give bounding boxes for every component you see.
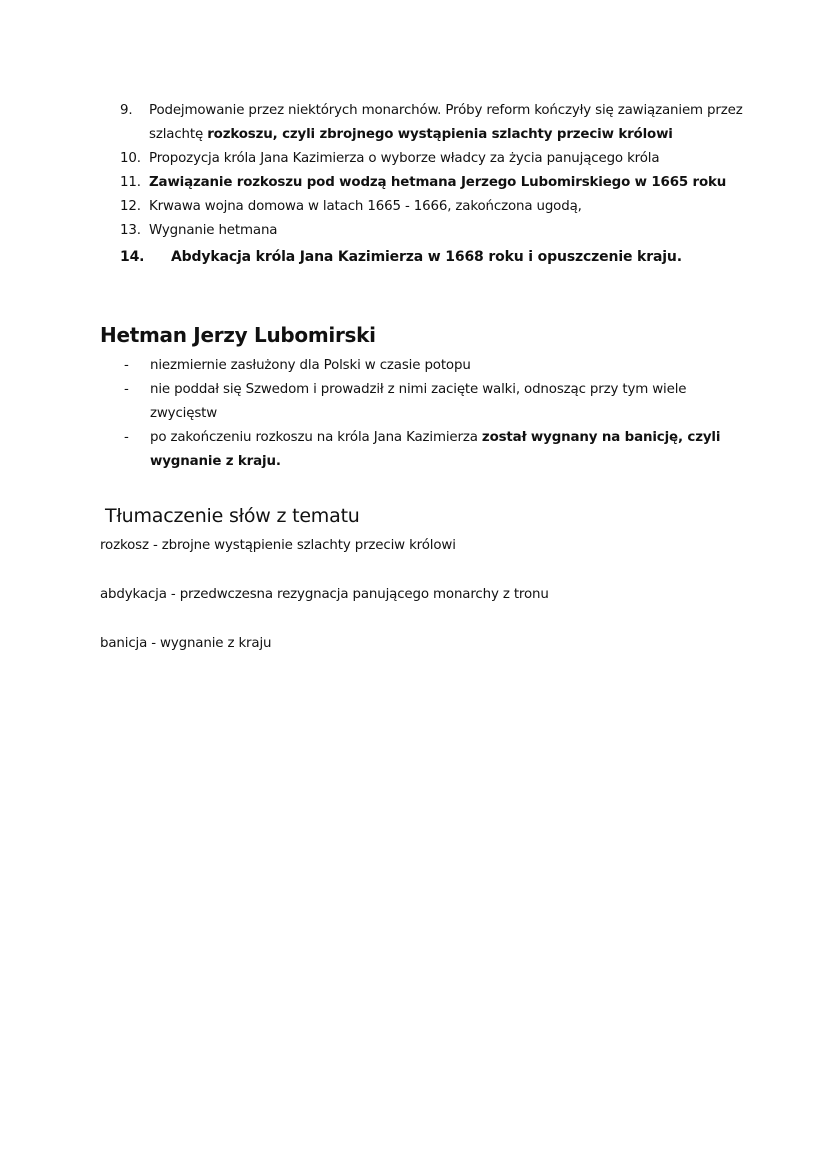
- item-number: 14.: [120, 249, 145, 265]
- item-number: 12.: [120, 199, 141, 214]
- definition-rozkosz: rozkosz - zbrojne wystąpienie szlachty przeciw królowi: [100, 538, 456, 553]
- bullet-list: [124, 354, 744, 474]
- bullet-bold-text: został wygnany na banicję, czyli wygnanie z kraju.: [150, 430, 721, 469]
- list-item: [120, 147, 760, 171]
- section-heading-hetman: Hetman Jerzy Lubomirski: [100, 323, 376, 347]
- dash-marker: -: [124, 382, 129, 397]
- item-number: 10.: [120, 151, 141, 166]
- item-text: Krwawa wojna domowa w latach 1665 - 1666, zakończona ugodą,: [149, 199, 582, 214]
- item-bold-text: rozkoszu, czyli zbrojnego wystąpienia szlachty przeciw królowi: [207, 127, 673, 142]
- dash-marker: -: [124, 358, 129, 373]
- bullet-item: [124, 426, 744, 474]
- item-bold-text: Zawiązanie rozkoszu pod wodzą hetmana Jerzego Lubomirskiego w 1665 roku: [149, 175, 727, 190]
- bullet-item: [124, 378, 744, 426]
- item-number: 13.: [120, 223, 141, 238]
- bullet-text: nie poddał się Szwedom i prowadził z nimi zacięte walki, odnosząc przy tym wiele zwycięstw: [150, 382, 687, 421]
- item-text: Wygnanie hetmana: [149, 223, 278, 238]
- section-heading-translations: Tłumaczenie słów z tematu: [105, 505, 360, 527]
- list-item: [120, 195, 760, 219]
- dash-marker: -: [124, 430, 129, 445]
- bullet-text: niezmiernie zasłużony dla Polski w czasie potopu: [150, 358, 471, 373]
- item-number: 11.: [120, 175, 141, 190]
- bullet-item: [124, 354, 744, 378]
- list-item: [120, 219, 760, 243]
- list-item: [120, 245, 760, 269]
- list-item: [120, 99, 760, 147]
- item-text: Podejmowanie przez niektórych monarchów. Próby reform kończyły się zawiązaniem przez szlachtę: [149, 103, 743, 142]
- definition-banicja: banicja - wygnanie z kraju: [100, 636, 272, 651]
- numbered-list: [120, 99, 760, 269]
- item-text: Propozycja króla Jana Kazimierza o wyborze władcy za życia panującego króla: [149, 151, 660, 166]
- item-number: 9.: [120, 103, 133, 118]
- definition-abdykacja: abdykacja - przedwczesna rezygnacja panującego monarchy z tronu: [100, 587, 549, 602]
- item-bold-text: Abdykacja króla Jana Kazimierza w 1668 roku i opuszczenie kraju.: [171, 249, 682, 265]
- list-item: [120, 171, 760, 195]
- bullet-text: po zakończeniu rozkoszu na króla Jana Kazimierza: [150, 430, 482, 445]
